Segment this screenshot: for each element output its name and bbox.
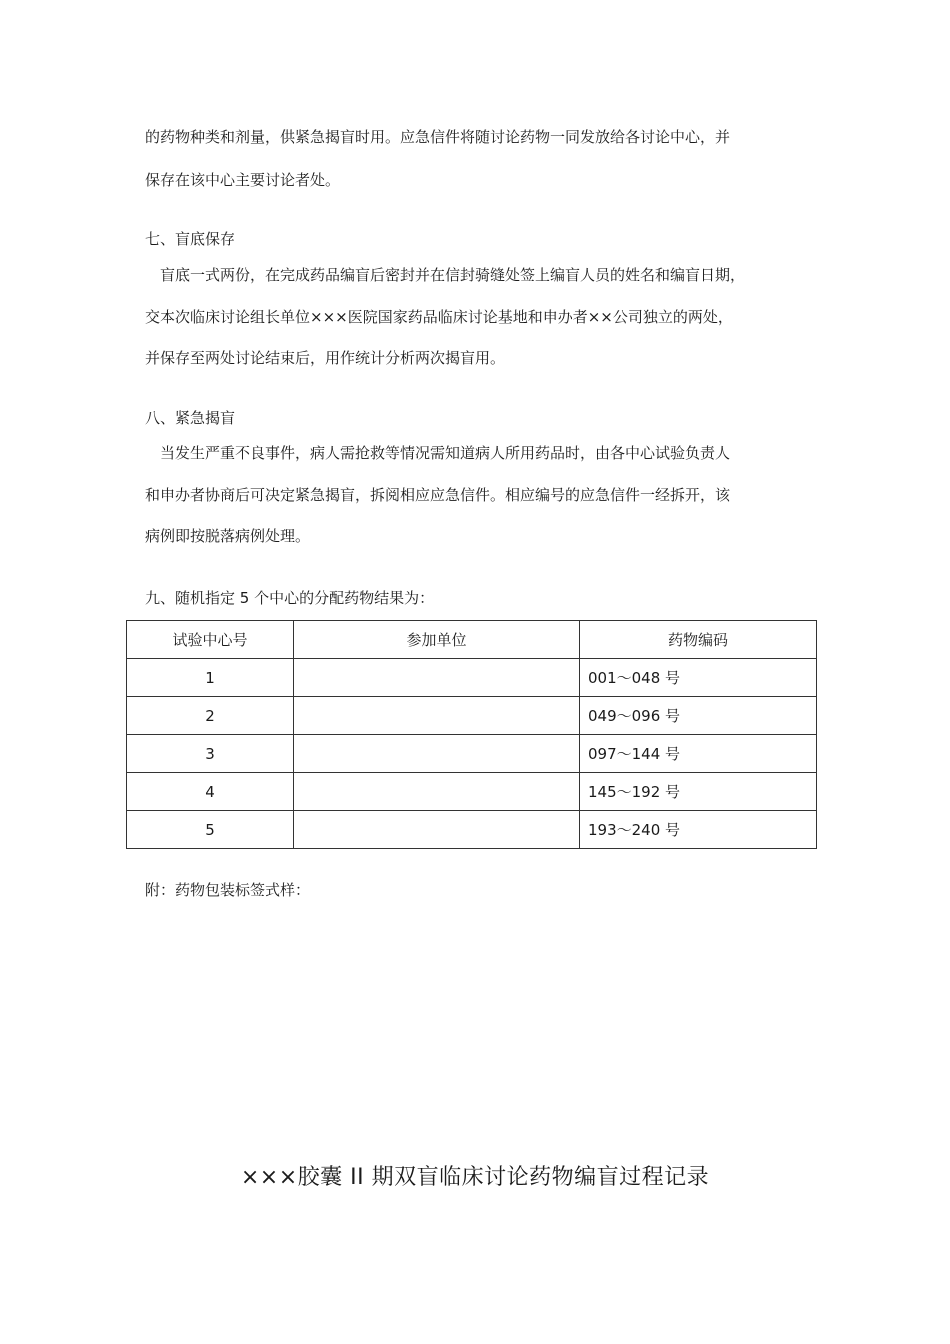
table-cell-drug-code: 049～096 号 <box>580 697 817 735</box>
table-cell-center-no: 4 <box>127 773 294 811</box>
table-cell-unit <box>294 735 580 773</box>
section-heading-9: 九、随机指定 5 个中心的分配药物结果为： <box>145 589 435 607</box>
table-row <box>127 773 817 811</box>
appendix-label: 附：药物包装标签式样： <box>145 881 311 899</box>
table-cell-drug-code: 193～240 号 <box>580 811 817 849</box>
section-heading-8: 八、紧急揭盲 <box>145 409 236 427</box>
table-cell-drug-code: 097～144 号 <box>580 735 817 773</box>
table-header-center-no: 试验中心号 <box>127 621 294 659</box>
table-cell-drug-code: 145～192 号 <box>580 773 817 811</box>
table-header-drug-code: 药物编码 <box>580 621 817 659</box>
table-row <box>127 659 817 697</box>
document-title: ×××胶囊 II 期双盲临床讨论药物编盲过程记录 <box>240 1165 710 1190</box>
table-cell-unit <box>294 773 580 811</box>
section-heading-7: 七、盲底保存 <box>145 230 236 248</box>
table-row <box>127 697 817 735</box>
table-header-unit: 参加单位 <box>294 621 580 659</box>
table-row <box>127 735 817 773</box>
table-row <box>127 811 817 849</box>
table-cell-unit <box>294 811 580 849</box>
paragraph-line: 的药物种类和剂量，供紧急揭盲时用。应急信件将随讨论药物一同发放给各讨论中心，并 <box>145 128 731 146</box>
paragraph-line: 盲底一式两份，在完成药品编盲后密封并在信封骑缝处签上编盲人员的姓名和编盲日期， <box>160 266 746 284</box>
drug-allocation-table <box>126 620 817 849</box>
paragraph-line: 交本次临床讨论组长单位×××医院国家药品临床讨论基地和申办者××公司独立的两处， <box>145 308 733 326</box>
table-cell-center-no: 5 <box>127 811 294 849</box>
paragraph-line: 当发生严重不良事件，病人需抢救等情况需知道病人所用药品时，由各中心试验负责人 <box>160 444 731 462</box>
paragraph-line: 保存在该中心主要讨论者处。 <box>145 171 341 189</box>
table-cell-unit <box>294 697 580 735</box>
table-cell-drug-code: 001～048 号 <box>580 659 817 697</box>
table-header-row <box>127 621 817 659</box>
paragraph-line: 和申办者协商后可决定紧急揭盲，拆阅相应应急信件。相应编号的应急信件一经拆开，该 <box>145 486 731 504</box>
table-cell-unit <box>294 659 580 697</box>
table-cell-center-no: 3 <box>127 735 294 773</box>
table-cell-center-no: 1 <box>127 659 294 697</box>
paragraph-line: 并保存至两处讨论结束后，用作统计分析两次揭盲用。 <box>145 349 506 367</box>
paragraph-line: 病例即按脱落病例处理。 <box>145 527 311 545</box>
table-cell-center-no: 2 <box>127 697 294 735</box>
